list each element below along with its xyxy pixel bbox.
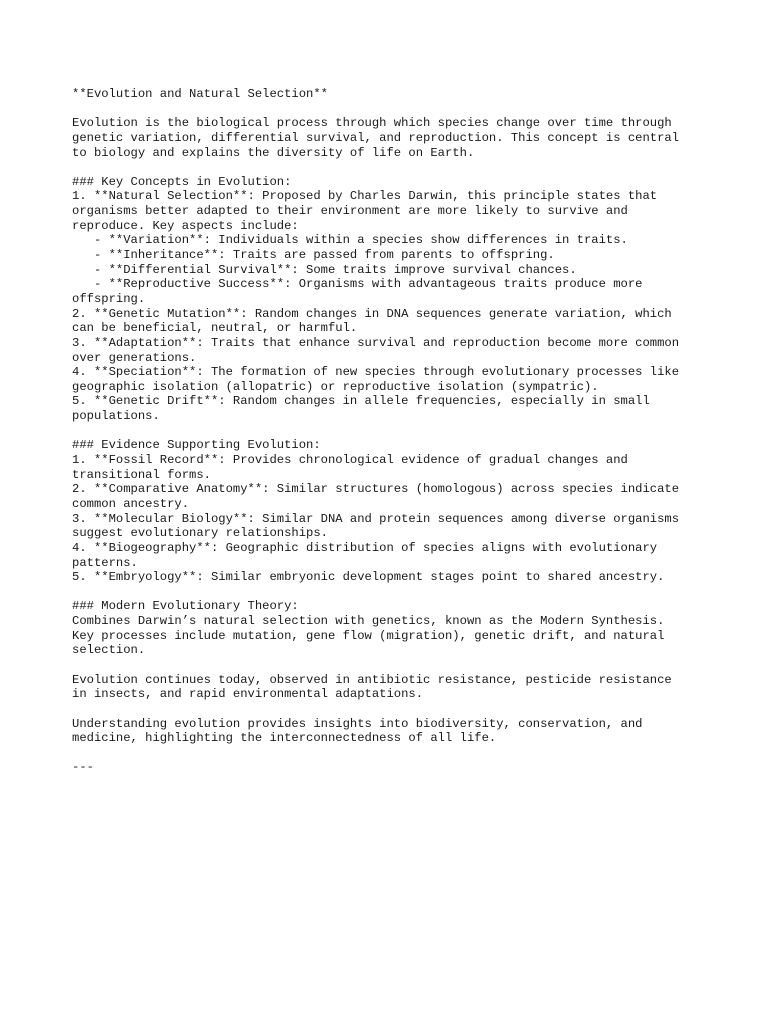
text-line: 1. **Fossil Record**: Provides chronological evidence of gradual changes and: [72, 453, 628, 468]
text-line: populations.: [72, 409, 160, 424]
text-line: ### Modern Evolutionary Theory:: [72, 599, 299, 614]
text-line: ### Key Concepts in Evolution:: [72, 174, 292, 189]
text-line: can be beneficial, neutral, or harmful.: [72, 321, 358, 336]
text-line: genetic variation, differential survival, and reproduction. This concept is central: [72, 130, 680, 145]
text-line: **Evolution and Natural Selection**: [72, 87, 328, 101]
text-line: patterns.: [72, 555, 138, 570]
text-line: 1. **Natural Selection**: Proposed by Charles Darwin, this principle states that: [72, 189, 658, 204]
text-line: selection.: [72, 643, 146, 658]
text-line: geographic isolation (allopatric) or reproductive isolation (sympatric).: [72, 379, 599, 394]
text-line: - **Reproductive Success**: Organisms with advantageous traits produce more: [72, 277, 643, 292]
text-line: [72, 746, 712, 761]
text-line: - **Differential Survival**: Some traits improve survival chances.: [72, 262, 577, 277]
text-line: 5. **Genetic Drift**: Random changes in allele frequencies, especially in small: [72, 394, 650, 409]
text-line: [72, 160, 712, 175]
text-line: - **Variation**: Individuals within a species show differences in traits.: [72, 233, 628, 248]
text-line: [72, 702, 712, 717]
text-line: ### Evidence Supporting Evolution:: [72, 438, 321, 453]
text-line: suggest evolutionary relationships.: [72, 526, 328, 541]
text-line: [72, 424, 712, 439]
text-line: in insects, and rapid environmental adaptations.: [72, 687, 424, 702]
document-body: [72, 87, 712, 775]
text-line: [72, 658, 712, 673]
text-line: Understanding evolution provides insights into biodiversity, conservation, and: [72, 716, 643, 731]
text-line: transitional forms.: [72, 467, 211, 482]
text-line: 3. **Adaptation**: Traits that enhance survival and reproduction become more common: [72, 335, 680, 350]
text-line: 4. **Biogeography**: Geographic distribution of species aligns with evolutionary: [72, 540, 658, 555]
text-line: reproduce. Key aspects include:: [72, 218, 299, 233]
text-line: Key processes include mutation, gene flow (migration), genetic drift, and natural: [72, 628, 665, 643]
text-line: [72, 585, 712, 600]
text-line: 3. **Molecular Biology**: Similar DNA and protein sequences among diverse organisms: [72, 511, 680, 526]
text-line: ---: [72, 760, 94, 775]
text-line: offspring.: [72, 291, 146, 306]
text-line: - **Inheritance**: Traits are passed from parents to offspring.: [72, 248, 555, 263]
text-line: organisms better adapted to their environment are more likely to survive and: [72, 204, 628, 219]
text-line: Evolution is the biological process through which species change over time through: [72, 116, 672, 131]
text-line: Evolution continues today, observed in antibiotic resistance, pesticide resistance: [72, 672, 672, 687]
text-line: over generations.: [72, 350, 197, 365]
text-line: [72, 102, 712, 117]
text-line: to biology and explains the diversity of life on Earth.: [72, 145, 475, 160]
text-line: medicine, highlighting the interconnectedness of all life.: [72, 731, 497, 746]
text-line: common ancestry.: [72, 496, 190, 511]
text-line: 5. **Embryology**: Similar embryonic development stages point to shared ancestry.: [72, 570, 665, 585]
text-line: 2. **Comparative Anatomy**: Similar structures (homologous) across species indicate: [72, 482, 680, 497]
text-line: 2. **Genetic Mutation**: Random changes in DNA sequences generate variation, which: [72, 306, 672, 321]
text-line: Combines Darwin’s natural selection with genetics, known as the Modern Synthesis.: [72, 614, 665, 629]
text-line: 4. **Speciation**: The formation of new species through evolutionary processes like: [72, 365, 680, 380]
